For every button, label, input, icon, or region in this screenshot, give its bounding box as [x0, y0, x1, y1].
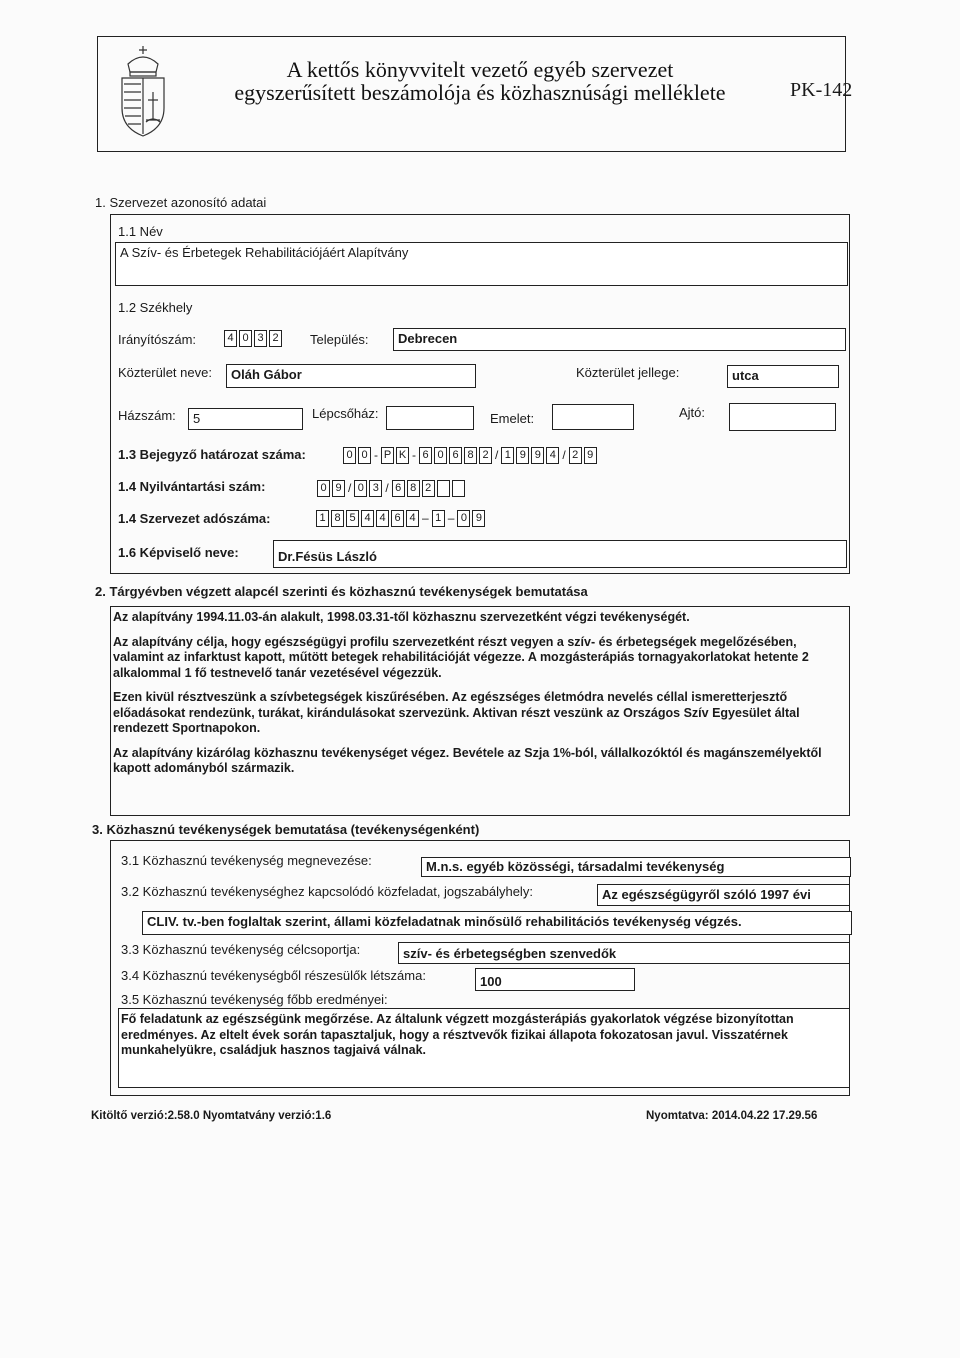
digit-cell[interactable]: 0 [434, 447, 447, 464]
footer-printed: Nyomtatva: 2014.04.22 17.29.56 [646, 1110, 818, 1122]
q34-field[interactable]: 100 [475, 968, 635, 991]
digit-cell[interactable]: 4 [376, 510, 389, 527]
digit-cell[interactable]: 0 [343, 447, 356, 464]
digit-cell[interactable]: 4 [406, 510, 419, 527]
digit-cell[interactable]: K [396, 447, 409, 464]
digit-cell[interactable]: 1 [432, 510, 445, 527]
q35-label: 3.5 Közhasznú tevékenység főbb eredményei: [121, 992, 388, 1007]
digit-cell[interactable]: 9 [584, 447, 597, 464]
digit-cell[interactable]: 3 [254, 330, 267, 347]
name-label: 1.1 Név [118, 224, 163, 239]
digit-cell[interactable]: 6 [419, 447, 432, 464]
street-type-field[interactable]: utca [727, 365, 839, 388]
house-field[interactable]: 5 [188, 408, 303, 430]
section1-heading: 1. Szervezet azonosító adatai [95, 195, 267, 210]
reg-number-field[interactable] [317, 480, 465, 497]
footer-version: Kitöltő verzió:2.58.0 Nyomtatvány verzió:1.6 [91, 1110, 332, 1122]
court-label: 1.3 Bejegyző határozat száma: [118, 447, 306, 462]
q32-field[interactable]: Az egészségügyről szóló 1997 évi [597, 884, 850, 906]
digit-cell[interactable]: 4 [546, 447, 559, 464]
floor-field[interactable] [552, 404, 634, 430]
street-type-label: Közterület jellege: [576, 365, 680, 380]
q32-continuation-field[interactable]: CLIV. tv.-ben foglaltak szerint, állami közfeladatnak minősülő rehabilitációs tevékenység végzés. [142, 911, 852, 935]
digit-separator: / [348, 481, 352, 495]
activities-paragraph: Az alapítvány kizárólag közhasznu tevékenységet végez. Bevétele az Szja 1%-ból, vállalkozóktól és magánszemélyektől kapott adományból származik. [113, 745, 822, 775]
digit-cell[interactable]: 9 [531, 447, 544, 464]
digit-cell[interactable]: 0 [317, 480, 330, 497]
digit-cell[interactable]: 3 [369, 480, 382, 497]
digit-cell[interactable]: 2 [569, 447, 582, 464]
activities-text-area[interactable] [110, 606, 850, 816]
court-number-field[interactable] [343, 447, 597, 464]
house-label: Házszám: [118, 408, 176, 423]
rep-label: 1.6 Képviselő neve: [118, 545, 239, 560]
street-label: Közterület neve: [118, 365, 212, 380]
digit-cell[interactable]: 5 [346, 510, 359, 527]
seat-label: 1.2 Székhely [118, 300, 193, 315]
digit-cell[interactable]: 8 [407, 480, 420, 497]
digit-cell[interactable]: 2 [422, 480, 435, 497]
digit-cell[interactable]: 6 [449, 447, 462, 464]
zip-field[interactable] [224, 330, 282, 347]
q31-label: 3.1 Közhasznú tevékenység megnevezése: [121, 853, 372, 868]
street-field[interactable]: Oláh Gábor [226, 364, 476, 388]
activities-paragraph: Az alapítvány 1994.11.03-án alakult, 1998.03.31-től közhasznu szervezetként végzi tevékenységét. [113, 610, 690, 624]
rep-field[interactable]: Dr.Fésüs László [273, 540, 847, 568]
q31-field[interactable]: M.n.s. egyéb közösségi, társadalmi tevékenység [421, 857, 851, 877]
digit-cell[interactable] [452, 480, 465, 497]
stair-field[interactable] [386, 406, 474, 430]
digit-cell[interactable] [437, 480, 450, 497]
city-label: Település: [310, 332, 369, 347]
city-field[interactable]: Debrecen [393, 328, 846, 351]
form-title [180, 58, 780, 104]
tax-number-field[interactable] [316, 510, 485, 527]
form-code: PK-142 [790, 79, 853, 101]
q33-label: 3.3 Közhasznú tevékenység célcsoportja: [121, 942, 361, 957]
digit-cell[interactable]: 0 [354, 480, 367, 497]
coat-of-arms-icon [108, 42, 178, 142]
floor-label: Emelet: [490, 411, 535, 426]
digit-cell[interactable]: 4 [224, 330, 237, 347]
digit-cell[interactable]: 6 [392, 480, 405, 497]
door-field[interactable] [729, 403, 836, 431]
digit-separator: - [374, 448, 378, 462]
digit-cell[interactable]: 0 [239, 330, 252, 347]
digit-cell[interactable]: P [381, 447, 394, 464]
digit-separator: / [495, 448, 499, 462]
digit-cell[interactable]: 1 [501, 447, 514, 464]
digit-cell[interactable]: 2 [479, 447, 492, 464]
digit-cell[interactable]: 6 [391, 510, 404, 527]
activities-paragraph: Az alapítvány célja, hogy egészségügyi profilu szervezetként részt vegyen a szív- és érbetegségek megelőzésében, valamint az infarktust kapott, műtött betegek rehabilitációját végezze. A mozgásterápiás tornagyakorlatokat hetente 2 alkalommal 1 fő testnevelő tanár vezetésével végezzük. [113, 634, 809, 680]
q34-label: 3.4 Közhasznú tevékenységből részesülők létszáma: [121, 968, 426, 983]
q35-text: Fő feladatunk az egészségünk megőrzése. Az általunk végzett mozgásterápiás gyakorlatok végzése bizonyítottan eredményes. Az eltelt évek során tapasztaljuk, hogy a résztvevők fizikai állapota fokozatosan javul. Visszatérnek munkahelyükre, családjuk hasznos tagjaivá válnak. [121, 1012, 794, 1057]
digit-separator: – [447, 511, 455, 525]
form-title-line1: A kettős könyvvitelt vezető egyéb szervezet [286, 57, 674, 82]
digit-cell[interactable]: 8 [331, 510, 344, 527]
reg-label: 1.4 Nyilvántartási szám: [118, 479, 266, 494]
digit-separator: / [385, 481, 389, 495]
digit-cell[interactable]: 0 [457, 510, 470, 527]
door-label: Ajtó: [679, 405, 706, 420]
form-title-line2: egyszerűsített beszámolója és közhasznúsági melléklete [234, 80, 726, 105]
name-field[interactable]: A Szív- és Érbetegek Rehabilitációjáért Alapítvány [115, 242, 848, 286]
digit-cell[interactable]: 9 [516, 447, 529, 464]
tax-label: 1.4 Szervezet adószáma: [118, 511, 271, 526]
zip-label: Irányítószám: [118, 332, 197, 347]
digit-cell[interactable]: 9 [332, 480, 345, 497]
digit-cell[interactable]: 9 [472, 510, 485, 527]
q32-label: 3.2 Közhasznú tevékenységhez kapcsolódó közfeladat, jogszabályhely: [121, 884, 533, 899]
activities-paragraph: Ezen kivül résztveszünk a szívbetegségek kiszűrésében. Az egészséges életmódra nevelés céllal ismeretterjesztő előadásokat rendezünk, turákat, kirándulásokat szervezünk. Aktivan részt veszünk az Országos Szív Egyesület által rendezett Sportnapokon. [113, 690, 800, 735]
q35-text-area[interactable] [118, 1008, 850, 1088]
digit-separator: / [562, 448, 566, 462]
digit-cell[interactable]: 1 [316, 510, 329, 527]
q33-field[interactable]: szív- és érbetegségben szenvedők [398, 942, 850, 964]
digit-separator: – [422, 511, 429, 525]
digit-cell[interactable]: 2 [269, 330, 282, 347]
section3-heading: 3. Közhasznú tevékenységek bemutatása (tevékenységenként) [92, 822, 480, 837]
section2-heading: 2. Tárgyévben végzett alapcél szerinti és közhasznú tevékenységek bemutatása [95, 584, 588, 599]
digit-cell[interactable]: 0 [358, 447, 371, 464]
stair-label: Lépcsőház: [312, 406, 379, 421]
digit-cell[interactable]: 4 [361, 510, 374, 527]
digit-separator: - [412, 448, 416, 462]
digit-cell[interactable]: 8 [464, 447, 477, 464]
